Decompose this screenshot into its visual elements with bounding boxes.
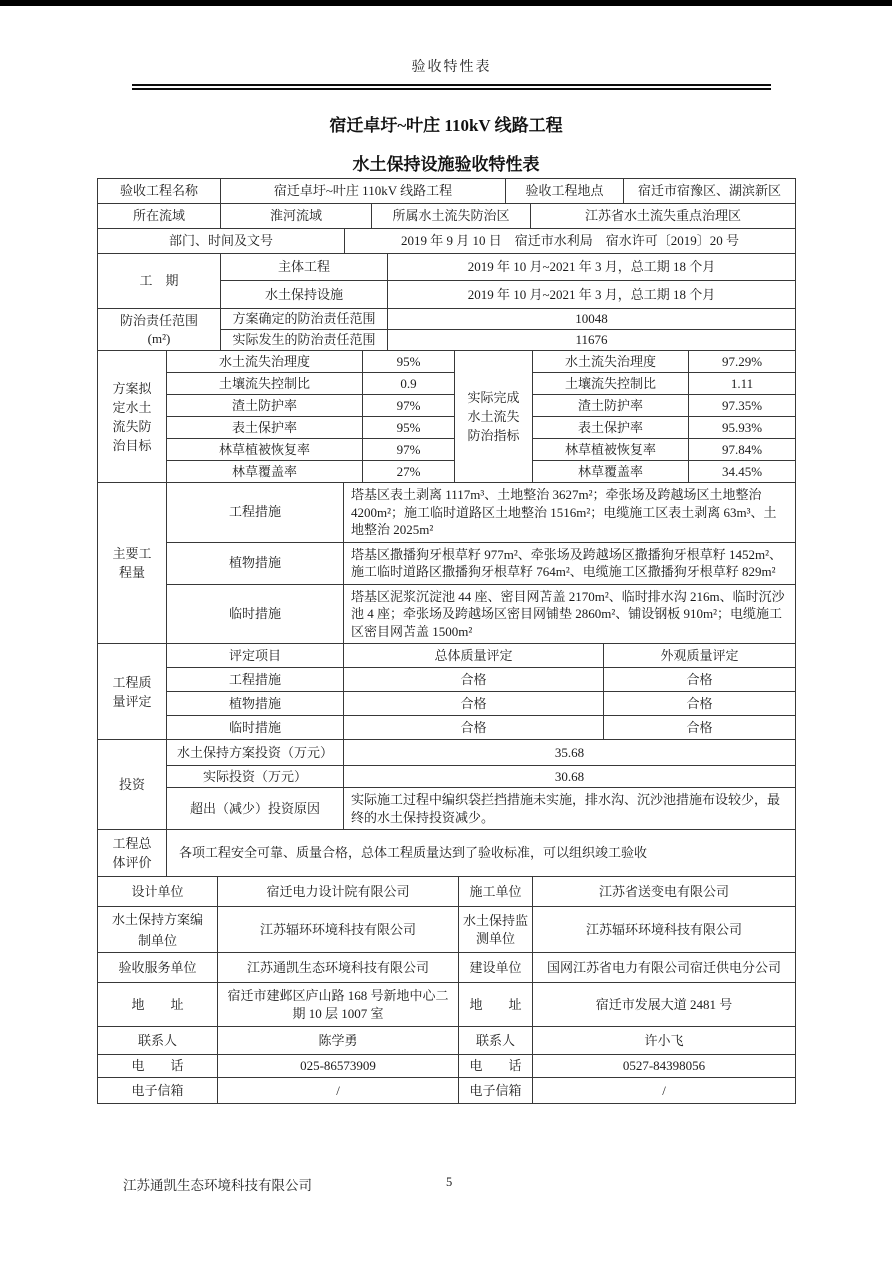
section-quantities (97, 482, 796, 644)
row-project-name (97, 178, 796, 204)
address-right-value: 宿迁市发展大道 2481 号 (533, 983, 796, 1027)
target-row-actual-name: 林草覆盖率 (533, 461, 689, 483)
target-row-name: 林草覆盖率 (167, 461, 363, 483)
plan-compile-unit-label (98, 907, 218, 953)
address-right-label: 地 址 (459, 983, 533, 1027)
design-unit-label: 设计单位 (98, 877, 218, 907)
quantities-label-text: 主要工程量 (112, 546, 152, 580)
investment-plan-label: 水土保持方案投资（万元） (167, 740, 344, 766)
overall-evaluation-label (98, 830, 167, 877)
overall-evaluation-label-text: 工程总体评价 (112, 836, 152, 870)
quantities-plant-value: 塔基区撒播狗牙根草籽 977m²、牵张场及跨越场区撒播狗牙根草籽 1452m²、施工临时道路区撒播狗牙根草籽 764m²、电缆施工区撒播狗牙根草籽 829m² (344, 542, 796, 584)
quality-row-name: 工程措施 (167, 668, 344, 692)
target-row-name: 水土流失治理度 (167, 351, 363, 373)
approval-value: 2019 年 9 月 10 日 宿迁市水利局 宿水许可〔2019〕20 号 (345, 229, 796, 254)
basin-value: 淮河流域 (221, 204, 372, 229)
target-row-name: 表土保护率 (167, 417, 363, 439)
quality-row-overall: 合格 (344, 716, 604, 740)
footer-company: 江苏通凯生态环境科技有限公司 (123, 1178, 312, 1193)
target-row-plan-value: 97% (363, 439, 455, 461)
address-left-value: 宿迁市建邺区庐山路 168 号新地中心二期 10 层 1007 室 (218, 983, 459, 1027)
phone-left-label: 电 话 (98, 1055, 218, 1078)
plan-compile-unit-label-text: 水土保持方案编制单位 (111, 911, 203, 948)
section-quality (97, 643, 796, 740)
quality-row-appearance: 合格 (604, 716, 796, 740)
quality-row-appearance: 合格 (604, 692, 796, 716)
section-duration (97, 253, 796, 309)
quality-label (98, 644, 167, 740)
footer-page-number: 5 (446, 1175, 453, 1189)
phone-right-label: 电 话 (459, 1055, 533, 1078)
quality-header-item: 评定项目 (167, 644, 344, 668)
quantities-engineering-label: 工程措施 (167, 483, 344, 543)
target-row-plan-value: 97% (363, 395, 455, 417)
overall-evaluation-value: 各项工程安全可靠、质量合格，总体工程质量达到了验收标准，可以组织竣工验收 (167, 830, 796, 877)
acceptance-service-unit-label: 验收服务单位 (98, 953, 218, 983)
prevention-zone-value: 江苏省水土流失重点治理区 (531, 204, 796, 229)
investment-actual-label: 实际投资（万元） (167, 766, 344, 788)
target-row-actual-name: 林草植被恢复率 (533, 439, 689, 461)
investment-plan-value: 35.68 (344, 740, 796, 766)
quality-header-appearance: 外观质量评定 (604, 644, 796, 668)
contact-left-value: 陈学勇 (218, 1027, 459, 1055)
header-double-rule (132, 84, 771, 90)
responsibility-label (98, 309, 221, 351)
target-row-name: 土壤流失控制比 (167, 373, 363, 395)
running-header: 验收特性表 (411, 60, 492, 75)
investment-label: 投资 (98, 740, 167, 830)
location-label: 验收工程地点 (506, 179, 624, 204)
targets-actual-label-text: 实际完成水土流失防治指标 (467, 390, 520, 443)
target-row-plan-value: 27% (363, 461, 455, 483)
email-right-value: / (533, 1078, 796, 1104)
section-investment (97, 739, 796, 830)
target-row-actual-name: 渣土防护率 (533, 395, 689, 417)
doc-title-table: 水土保持设施验收特性表 (352, 155, 540, 174)
section-overall-evaluation (97, 829, 796, 877)
section-parties (97, 876, 796, 1104)
quality-label-text: 工程质量评定 (112, 674, 152, 709)
approval-label: 部门、时间及文号 (98, 229, 345, 254)
prevention-zone-label: 所属水土流失防治区 (372, 204, 531, 229)
section-responsibility (97, 308, 796, 351)
target-row-actual-value: 34.45% (689, 461, 796, 483)
duration-main-value: 2019 年 10 月~2021 年 3 月，总工期 18 个月 (388, 254, 796, 281)
row-approval (97, 228, 796, 254)
email-left-value: / (218, 1078, 459, 1104)
contact-left-label: 联系人 (98, 1027, 218, 1055)
target-row-actual-value: 97.29% (689, 351, 796, 373)
target-row-actual-value: 97.84% (689, 439, 796, 461)
responsibility-plan-label: 方案确定的防治责任范围 (221, 309, 388, 330)
duration-swc-value: 2019 年 10 月~2021 年 3 月，总工期 18 个月 (388, 281, 796, 309)
quality-row-appearance: 合格 (604, 668, 796, 692)
owner-unit-label: 建设单位 (459, 953, 533, 983)
investment-reason-value: 实际施工过程中编织袋拦挡措施未实施，排水沟、沉沙池措施布设较少，最终的水土保持投资减少。 (344, 788, 796, 830)
quantities-temporary-value: 塔基区泥浆沉淀池 44 座、密目网苫盖 2170m²、临时排水沟 216m、临时沉沙池 4 座；牵张场及跨越场区密目网铺垫 2860m²、铺设钢板 910m²；电缆施工区密目网苫盖 1500m² (344, 584, 796, 644)
quantities-label (98, 483, 167, 644)
basin-label: 所在流域 (98, 204, 221, 229)
target-row-actual-name: 水土流失治理度 (533, 351, 689, 373)
owner-unit-value: 国网江苏省电力有限公司宿迁供电分公司 (533, 953, 796, 983)
quality-row-overall: 合格 (344, 692, 604, 716)
duration-main-label: 主体工程 (221, 254, 388, 281)
responsibility-actual-value: 11676 (388, 330, 796, 351)
targets-plan-label (98, 351, 167, 483)
address-left-label: 地 址 (98, 983, 218, 1027)
construction-unit-value: 江苏省送变电有限公司 (533, 877, 796, 907)
target-row-actual-name: 表土保护率 (533, 417, 689, 439)
duration-swc-label: 水土保持设施 (221, 281, 388, 309)
target-row-name: 渣土防护率 (167, 395, 363, 417)
row-basin (97, 203, 796, 229)
investment-actual-value: 30.68 (344, 766, 796, 788)
responsibility-label-line1: 防治责任范围 (119, 312, 198, 328)
phone-left-value: 025-86573909 (218, 1055, 459, 1078)
quality-row-name: 临时措施 (167, 716, 344, 740)
target-row-actual-value: 1.11 (689, 373, 796, 395)
doc-title-project: 宿迁卓圩~叶庄 110kV 线路工程 (329, 116, 563, 135)
email-left-label: 电子信箱 (98, 1078, 218, 1104)
monitoring-unit-label: 水土保持监测单位 (459, 907, 533, 953)
target-row-actual-name: 土壤流失控制比 (533, 373, 689, 395)
phone-right-value: 0527-84398056 (533, 1055, 796, 1078)
quality-row-name: 植物措施 (167, 692, 344, 716)
monitoring-unit-value: 江苏辐环环境科技有限公司 (533, 907, 796, 953)
design-unit-value: 宿迁电力设计院有限公司 (218, 877, 459, 907)
project-name-label: 验收工程名称 (98, 179, 221, 204)
target-row-plan-value: 95% (363, 417, 455, 439)
responsibility-actual-label: 实际发生的防治责任范围 (221, 330, 388, 351)
duration-label: 工 期 (98, 254, 221, 309)
acceptance-service-unit-value: 江苏通凯生态环境科技有限公司 (218, 953, 459, 983)
characteristics-table (97, 178, 795, 1104)
scan-top-edge-bar (0, 0, 892, 6)
email-right-label: 电子信箱 (459, 1078, 533, 1104)
quantities-engineering-value: 塔基区表土剥离 1117m³、土地整治 3627m²；牵张场及跨越场区土地整治 4200m²；施工临时道路区土地整治 1516m²；电缆施工区表土剥离 63m³、土地整治 2025m² (344, 483, 796, 543)
contact-right-value: 许小飞 (533, 1027, 796, 1055)
section-targets (97, 350, 796, 483)
location-value: 宿迁市宿豫区、湖滨新区 (624, 179, 796, 204)
target-row-actual-value: 97.35% (689, 395, 796, 417)
quality-header-overall: 总体质量评定 (344, 644, 604, 668)
target-row-name: 林草植被恢复率 (167, 439, 363, 461)
project-name-value: 宿迁卓圩~叶庄 110kV 线路工程 (221, 179, 506, 204)
target-row-plan-value: 95% (363, 351, 455, 373)
responsibility-label-line2: (m²) (147, 330, 171, 346)
targets-actual-label (455, 351, 533, 483)
target-row-plan-value: 0.9 (363, 373, 455, 395)
construction-unit-label: 施工单位 (459, 877, 533, 907)
target-row-actual-value: 95.93% (689, 417, 796, 439)
plan-compile-unit-value: 江苏辐环环境科技有限公司 (218, 907, 459, 953)
quantities-plant-label: 植物措施 (167, 542, 344, 584)
contact-right-label: 联系人 (459, 1027, 533, 1055)
targets-plan-label-text: 方案拟定水土流失防治目标 (112, 380, 152, 453)
investment-reason-label: 超出（减少）投资原因 (167, 788, 344, 830)
quantities-temporary-label: 临时措施 (167, 584, 344, 644)
responsibility-plan-value: 10048 (388, 309, 796, 330)
quality-row-overall: 合格 (344, 668, 604, 692)
